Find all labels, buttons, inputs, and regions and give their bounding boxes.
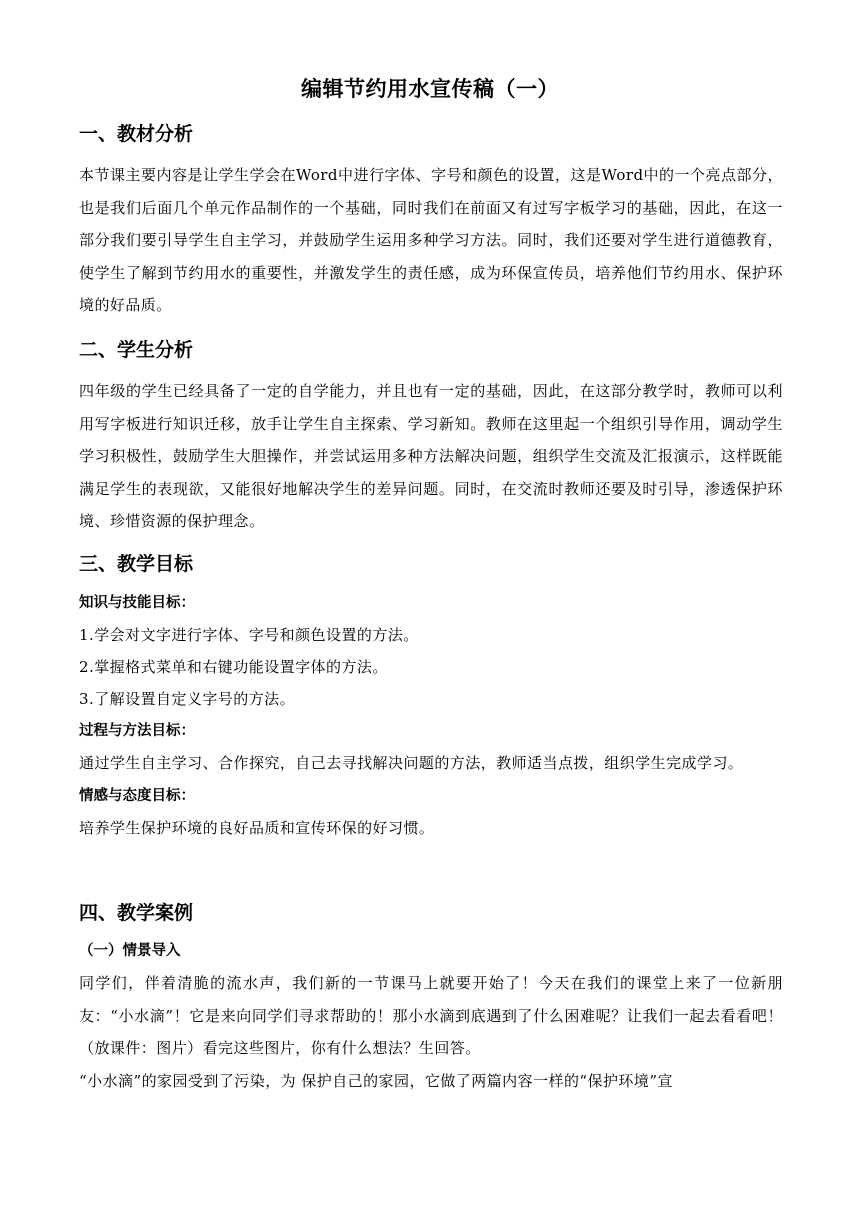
section-goals [79,550,783,844]
list-item: 3.了解设置自定义字号的方法。 [79,690,296,708]
section-paragraph: 本节课主要内容是让学生学会在Word中进行字体、字号和颜色的设置，这是Word中的一个亮点部分，也是我们后面几个单元作品制作的一个基础，同时我们在前面又有过写字板学习的基础，因此，在这一部分我们要引导学生自主学习，并鼓励学生运用多种学习方法。同时，我们还要对学生进行道德教育，使学生了解到节约用水的重要性，并激发学生的责任感，成为环保宣传员，培养他们节约用水、保护环境的好品质。 [79,166,783,314]
case-sub-heading: （一）情景导入 [79,943,181,959]
emotion-goals-label: 情感与态度目标： [79,787,195,804]
section-paragraph: 培养学生保护环境的良好品质和宣传环保的好习惯。 [79,818,435,837]
section-students [79,336,783,538]
section-paragraph: “小水滴”的家园受到了污染，为 保护自己的家园，它做了两篇内容一样的“保护环境”宣 [79,1071,673,1090]
section-heading: 四、教学案例 [79,902,194,924]
process-goals-label: 过程与方法目标： [79,723,195,739]
section-case [79,899,783,1097]
list-item: 2.掌握格式菜单和右键功能设置字体的方法。 [79,658,388,676]
section-paragraph: 通过学生自主学习、合作探究，自己去寻找解决问题的方法，教师适当点拨，组织学生完成学习。 [79,754,744,772]
section-paragraph: 同学们，伴着清脆的流水声，我们新的一节课马上就要开始了！今天在我们的课堂上来了一位新朋友：“小水滴”！它是来向同学们寻求帮助的！那小水滴到底遇到了什么困难呢？让我们一起去看看吧！（放课件：图片）看完这些图片，你有什么想法？生回答。 [79,974,783,1057]
knowledge-goals-label: 知识与技能目标： [79,595,195,611]
document-title: 编辑节约用水宣传稿（一） [301,77,559,101]
list-item: 1.学会对文字进行字体、字号和颜色设置的方法。 [79,626,419,644]
section-heading: 二、学生分析 [79,339,194,361]
section-materials [79,120,783,322]
section-paragraph: 四年级的学生已经具备了一定的自学能力，并且也有一定的基础，因此，在这部分教学时，教师可以利用写字板进行知识迁移，放手让学生自主探索、学习新知。教师在这里起一个组织引导作用，调动学生学习积极性，鼓励学生大胆操作，并尝试运用多种方法解决问题，组织学生交流及汇报演示，这样既能满足学生的表现欲，又能很好地解决学生的差异问题。同时，在交流时教师还要及时引导，渗透保护环境、珍惜资源的保护理念。 [79,382,783,530]
section-heading: 一、教材分析 [79,123,194,145]
section-heading: 三、教学目标 [79,553,194,575]
